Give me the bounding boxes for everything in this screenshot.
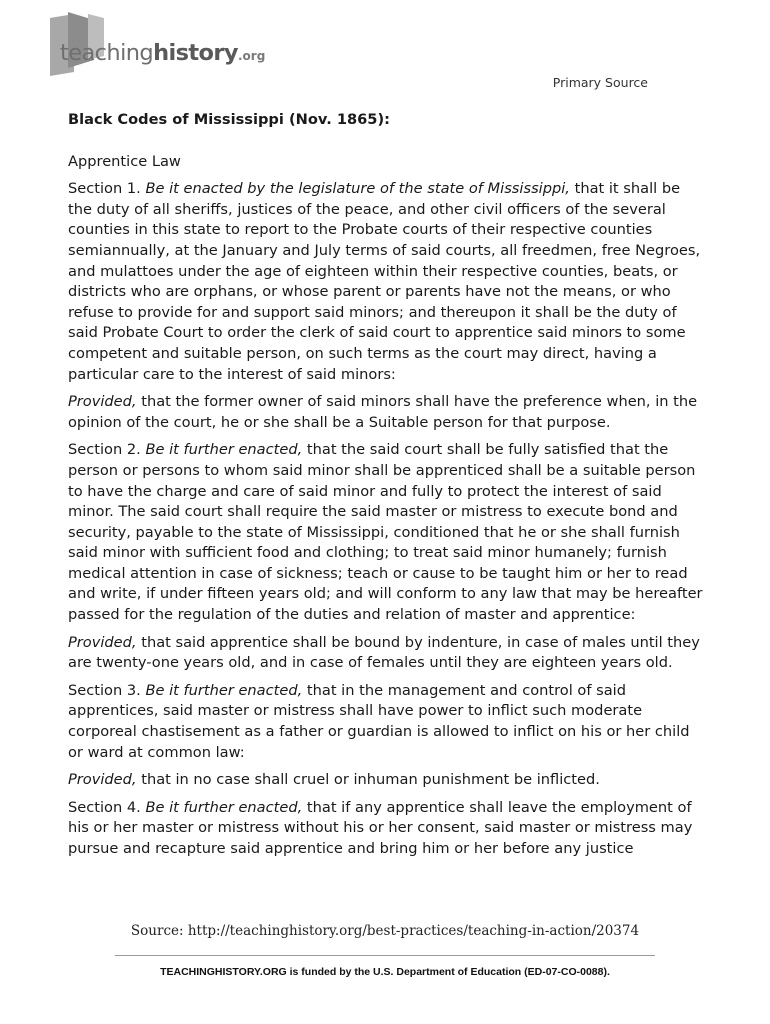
teachinghistory-logo — [48, 10, 278, 76]
logo-part-history: history — [153, 40, 238, 66]
primary-source-label: Primary Source — [552, 75, 648, 90]
section-2-proviso: Provided, that said apprentice shall be bound by indenture, in case of males until they are twenty-one years old, and in case of females until they are eighteen years old. — [68, 633, 700, 672]
logo-wordmark — [60, 40, 265, 66]
document-subtitle: Apprentice Law — [68, 152, 181, 170]
section-4-paragraph: Section 4. Be it further enacted, that if any apprentice shall leave the employment of his or her master or mistress without his or her consent, said master or mistress may pursue and recapture said apprentice and bring him or her before any justice — [68, 798, 693, 857]
logo-part-teaching: teaching — [60, 40, 154, 66]
footer-divider — [115, 955, 655, 956]
document-title: Black Codes of Mississippi (Nov. 1865): — [68, 111, 390, 128]
section-2-paragraph: Section 2. Be it further enacted, that the said court shall be fully satisfied that the person or persons to whom said minor shall be apprenticed shall be a suitable person to have the charge and care of said minor and fully to protect the interest of said minor. The said court shall require the said master or mistress to execute bond and security, payable to the state of Mississippi, conditioned that he or she shall furnish said minor with sufficient food and clothing; to treat said minor humanely; furnish medical attention in case of sickness; teach or cause to be taught him or her to read and write, if under fifteen years old; and will conform to any law that may be hereafter passed for the regulation of the duties and relation of master and apprentice: — [68, 441, 703, 624]
section-3-proviso: Provided, that in no case shall cruel or inhuman punishment be inflicted. — [68, 771, 600, 789]
document-body — [68, 110, 708, 867]
section-1-paragraph: Section 1. Be it enacted by the legislature of the state of Mississippi, that it shall be the duty of all sheriffs, justices of the peace, and other civil officers of the several counties in this state to report to the Probate courts of their respective counties semiannually, at the January and July terms of said courts, all freedmen, free Negroes, and mulattoes under the age of eighteen within their respective counties, beats, or districts who are orphans, or whose parent or parents have not the means, or who refuse to provide for and support said minors; and thereupon it shall be the duty of said Probate Court to order the clerk of said court to apprentice said minors to some competent and suitable person, on such terms as the court may direct, having a particular care to the interest of said minors: — [68, 180, 701, 383]
funding-notice: TEACHINGHISTORY.ORG is funded by the U.S. Department of Education (ED-07-CO-0088). — [160, 966, 610, 978]
section-1-proviso: Provided, that the former owner of said minors shall have the preference when, in the opinion of the court, he or she shall be a Suitable person for that purpose. — [68, 393, 698, 431]
logo-part-org: .org — [237, 49, 266, 63]
section-3-paragraph: Section 3. Be it further enacted, that in the management and control of said apprentices, said master or mistress shall have power to inflict such moderate corporeal chastisement as a father or guardian is allowed to inflict on his or her child or ward at common law: — [68, 681, 690, 761]
source-citation: Source: http://teachinghistory.org/best-practices/teaching-in-action/20374 — [130, 923, 640, 939]
